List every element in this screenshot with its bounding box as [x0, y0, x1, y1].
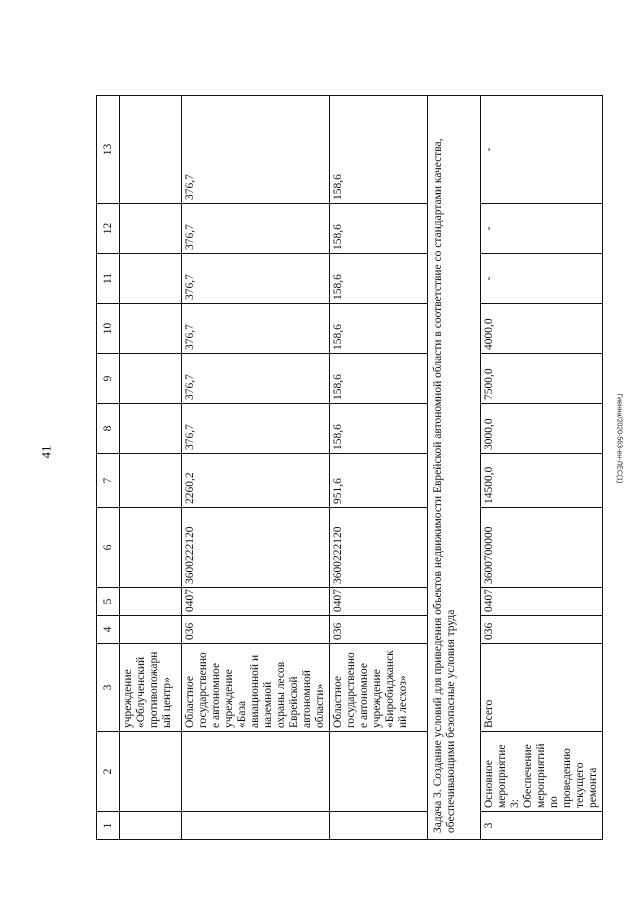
- header-cell: 13: [97, 96, 120, 204]
- header-cell: 7: [97, 454, 120, 508]
- table-cell: [120, 616, 182, 644]
- table-cell: 7500,0: [481, 354, 603, 404]
- header-cell: 5: [97, 588, 120, 616]
- table-cell: учреждение «Облученский противопожарный центр»: [120, 644, 182, 732]
- header-cell: 2: [97, 732, 120, 812]
- budget-table: [96, 95, 603, 840]
- table-cell: [120, 354, 182, 404]
- table-cell: 3600222120: [182, 508, 330, 588]
- table-cell: Основное мероприятие 3: Обеспечение мероприятий по проведению текущего ремонта: [481, 732, 603, 812]
- table-cell: 376,7: [182, 304, 330, 354]
- table-cell: 14500,0: [481, 454, 603, 508]
- table-cell: 0407: [481, 588, 603, 616]
- table-cell: [120, 812, 182, 840]
- table-cell: Всего: [481, 644, 603, 732]
- table-row: [481, 96, 603, 840]
- table-cell: 376,7: [182, 254, 330, 304]
- header-row: [97, 96, 120, 840]
- table-cell: [120, 588, 182, 616]
- table-cell: -: [481, 204, 603, 254]
- table-cell: [120, 254, 182, 304]
- table-cell: 3600700000: [481, 508, 603, 588]
- header-cell: 4: [97, 616, 120, 644]
- table-cell: [120, 732, 182, 812]
- header-cell: 9: [97, 354, 120, 404]
- table-cell: 0407: [182, 588, 330, 616]
- table-cell: [330, 812, 428, 840]
- table-cell: 3600222120: [330, 508, 428, 588]
- header-cell: 8: [97, 404, 120, 454]
- table-row: [120, 96, 182, 840]
- table-cell: 3: [481, 812, 603, 840]
- document-id: Гиенна/2020-563-ен-ЛЕС(1): [615, 393, 623, 484]
- table-cell: [120, 304, 182, 354]
- table-cell: 376,7: [182, 354, 330, 404]
- table-cell: [120, 454, 182, 508]
- table-cell: 036: [481, 616, 603, 644]
- table-cell: 158,6: [330, 404, 428, 454]
- table-cell: 158,6: [330, 354, 428, 404]
- header-cell: 11: [97, 254, 120, 304]
- table-cell: 2260,2: [182, 454, 330, 508]
- page-number: 41: [38, 445, 54, 459]
- task-row: [428, 96, 481, 840]
- table-cell: Областное государственное автономное учреждение «Биробиджанский лесхоз»: [330, 644, 428, 732]
- table-cell: -: [481, 254, 603, 304]
- table-cell: 036: [182, 616, 330, 644]
- task3-heading: Задача 3. Создание условий для приведения объектов недвижимости Еврейской автономной области в соответствие со стандартами качества, обеспечивающими безопасные условия труда: [428, 96, 481, 840]
- table-row: [182, 96, 330, 840]
- table-cell: 4000,0: [481, 304, 603, 354]
- header-cell: 3: [97, 644, 120, 732]
- header-cell: 12: [97, 204, 120, 254]
- table-cell: 3000,0: [481, 404, 603, 454]
- table-cell: Областное государственное автономное учреждение «База авиационной и наземной охраны лесов Еврейской автономной области»: [182, 644, 330, 732]
- table-cell: [182, 812, 330, 840]
- table-cell: 376,7: [182, 204, 330, 254]
- rotated-table-area: [96, 96, 599, 840]
- table-cell: [120, 96, 182, 204]
- table-cell: [330, 732, 428, 812]
- table-row: [330, 96, 428, 840]
- header-cell: 6: [97, 508, 120, 588]
- table-cell: [120, 404, 182, 454]
- table-cell: [182, 732, 330, 812]
- table-cell: 036: [330, 616, 428, 644]
- header-cell: 10: [97, 304, 120, 354]
- table-cell: 376,7: [182, 96, 330, 204]
- table-cell: 0407: [330, 588, 428, 616]
- table-cell: 158,6: [330, 304, 428, 354]
- table-cell: 376,7: [182, 404, 330, 454]
- table-cell: 158,6: [330, 204, 428, 254]
- table-cell: [120, 508, 182, 588]
- table-cell: [120, 204, 182, 254]
- table-cell: 158,6: [330, 254, 428, 304]
- header-cell: 1: [97, 812, 120, 840]
- table-cell: 951,6: [330, 454, 428, 508]
- table-cell: 158,6: [330, 96, 428, 204]
- table-cell: -: [481, 96, 603, 204]
